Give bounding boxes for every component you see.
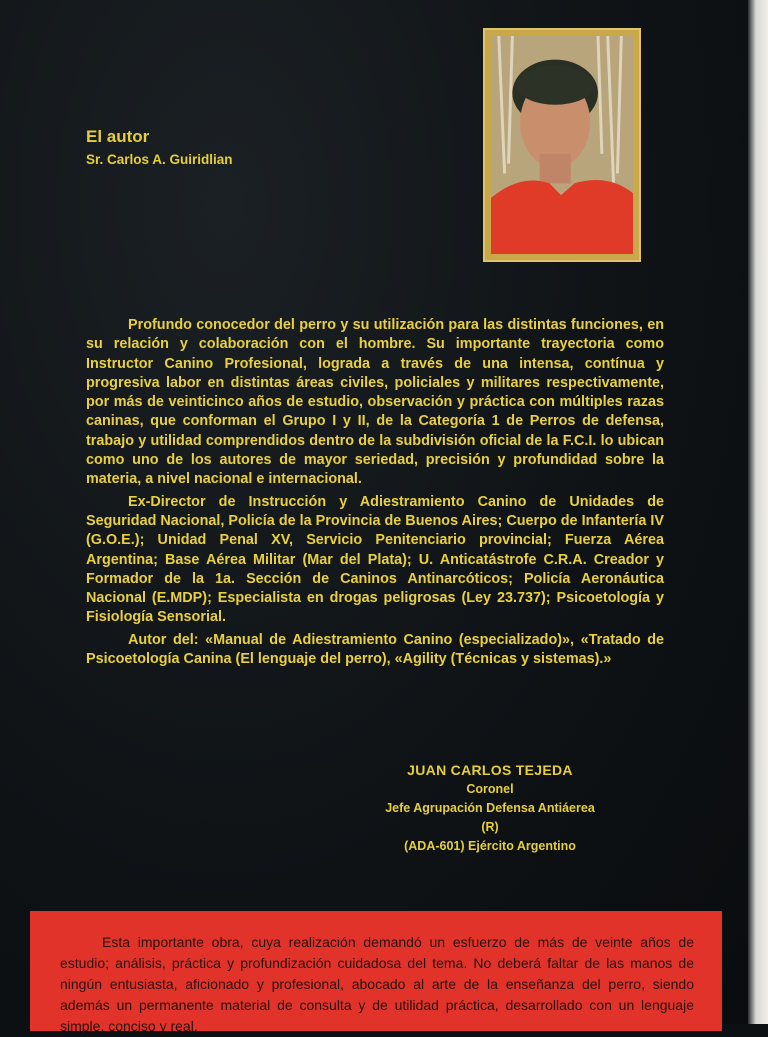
author-photo: [491, 36, 633, 254]
signature-rank: Coronel: [466, 782, 514, 796]
author-portrait-image: [491, 36, 633, 254]
bio-paragraph: Profundo conocedor del perro y su utilización para las distintas funciones, en su relación y colaboración con el hombre. Su importante trayectoria como Instructor Canino Profesional, lograda a través de una intensa, contínua y progresiva labor en distintas áreas civiles, policiales y militares respectivamente, por más de veinticinco años de estudio, observación y práctica con múltiples razas caninas, que conforman el Grupo I y II, de la Categoría 1 de Perros de defensa, trabajo y utilidad comprendidos dentro de la subdivisión oficial de la F.C.I. lo ubican como uno de los autores de mayor seriedad, precisión y profundidad sobre la materia, a nivel nacional e internacional.: [86, 317, 664, 488]
signature-unit: (ADA-601) Ejército Argentino: [404, 839, 576, 853]
author-heading: El autor: [86, 127, 150, 146]
signature-position: Jefe Agrupación Defensa Antiáerea: [385, 801, 595, 815]
page-edge: [748, 0, 768, 1024]
blurb-text: Esta importante obra, cuya realización demandó un esfuerzo de más de veinte años de estudio; análisis, práctica y profundización cuidadosa del tema. No deberá faltar de las manos de ningún entusiasta, aficionado y profesional, abocado al arte de la enseñanza del perro, siendo además un permanente material de consulta y de utilidad práctica, desarrollado con un lenguaje simple, conciso y real.: [60, 934, 694, 1034]
blurb-text-container: [60, 932, 694, 1037]
author-photo-frame: [483, 28, 641, 262]
signature-status: (R): [481, 820, 499, 834]
bio-paragraph: Autor del: «Manual de Adiestramiento Canino (especializado)», «Tratado de Psicoetología Canina (El lenguaje del perro), «Agility (Técnicas y sistemas).»: [86, 631, 664, 668]
author-name: Sr. Carlos A. Guiridlian: [86, 152, 233, 167]
author-biography: [86, 316, 664, 669]
signature-name: JUAN CARLOS TEJEDA: [407, 762, 573, 778]
bio-paragraph: Ex-Director de Instrucción y Adiestramiento Canino de Unidades de Seguridad Nacional, Policía de la Provincia de Buenos Aires; Cuerpo de Infantería IV (G.O.E.); Unidad Penal XV, Servicio Penitenciario provincial; Fuerza Aérea Argentina; Base Aérea Militar (Mar del Plata); U. Anticatástrofe C.R.A. Creador y Formador de la 1a. Sección de Caninos Antinarcóticos; Policía Aeronáutica Nacional (E.MDP); Especialista en drogas peligrosas (Ley 23.737); Psicoetología y Fisiología Sensorial.: [86, 493, 664, 626]
signature-block: [360, 762, 620, 856]
